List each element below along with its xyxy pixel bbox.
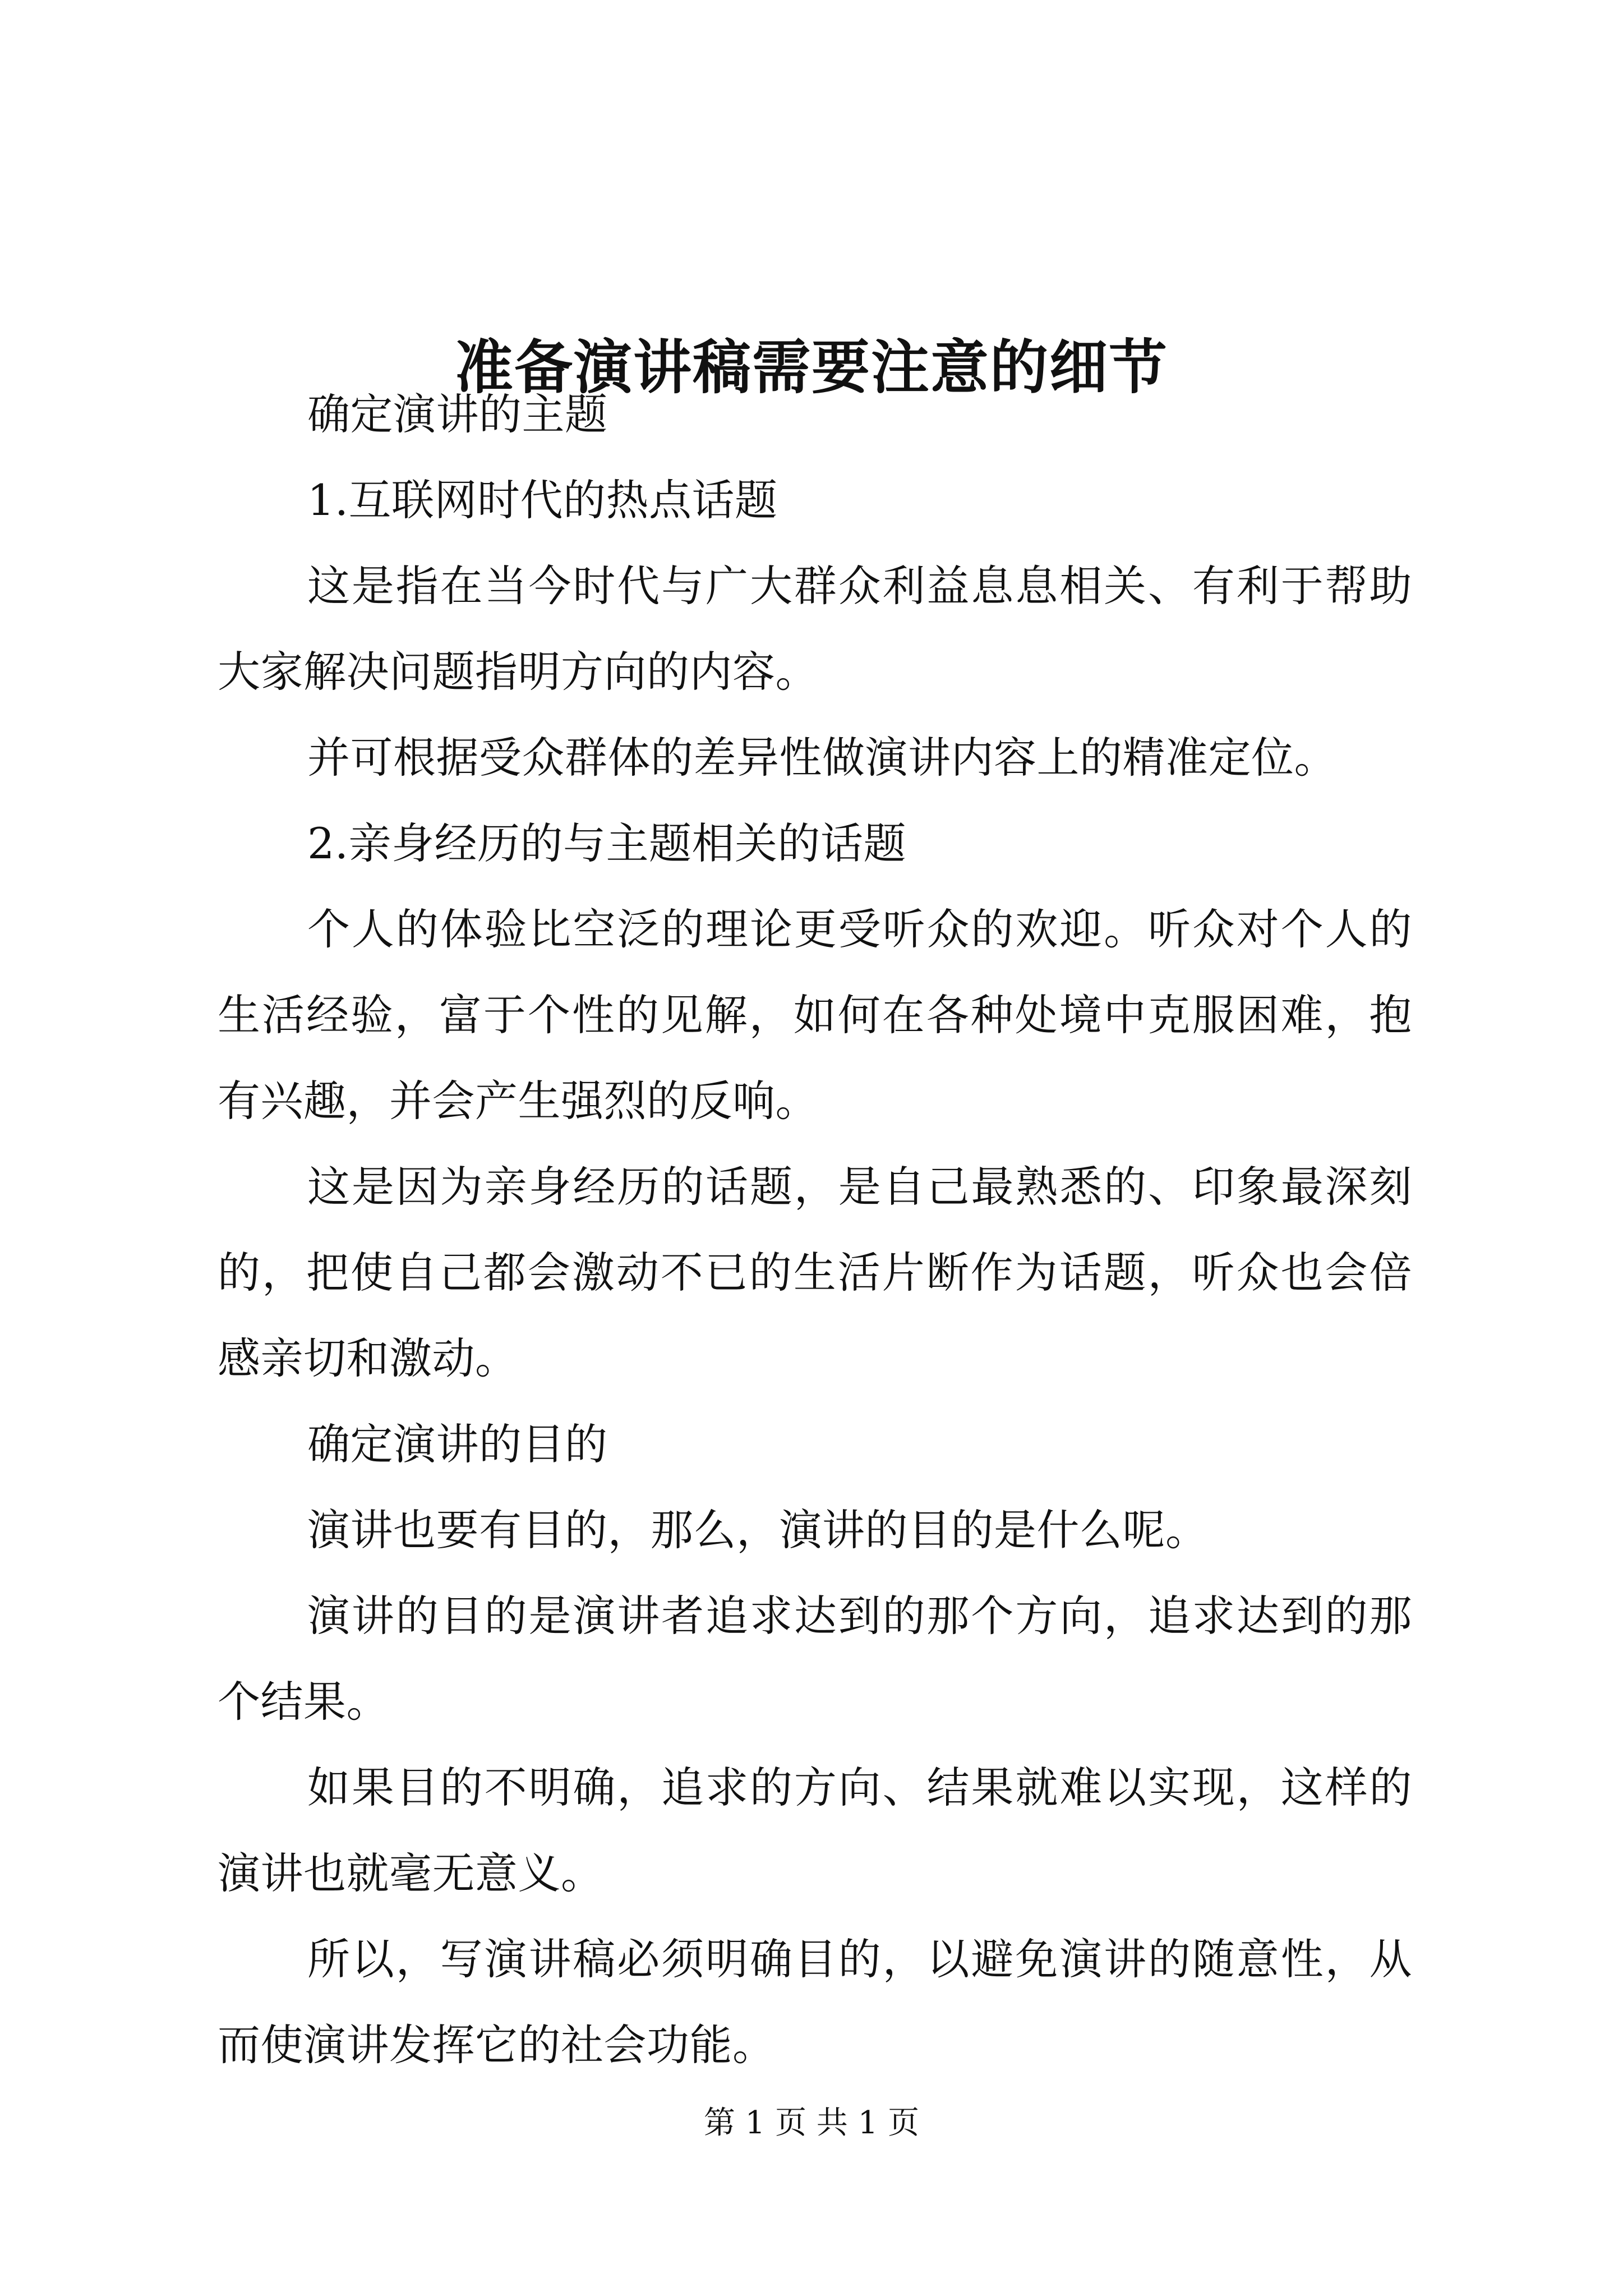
page-footer: 第 1 页 共 1 页 [703,2105,920,2141]
paragraph: 所以，写演讲稿必须明确目的，以避免演讲的随意性，从而使演讲发挥它的社会功能。 [218,1934,1412,2070]
paragraph: 如果目的不明确，追求的方向、结果就难以实现，这样的演讲也就毫无意义。 [218,1763,1412,1898]
list-item-personal-experience: 2.亲身经历的与主题相关的话题 [307,818,907,868]
section-heading-topic: 确定演讲的主题 [307,389,608,439]
paragraph: 演讲的目的是演讲者追求达到的那个方向，追求达到的那个结果。 [218,1591,1412,1727]
paragraph: 这是因为亲身经历的话题，是自己最熟悉的、印象最深刻的，把使自己都会激动不已的生活片断作为话题，听众也会倍感亲切和激动。 [218,1162,1412,1383]
document-title: 准备演讲稿需要注意的细节 [454,332,1168,402]
document-body [218,371,1412,2088]
list-item-hot-topics: 1.互联网时代的热点话题 [307,475,778,525]
paragraph: 演讲也要有目的，那么，演讲的目的是什么呢。 [307,1505,1209,1555]
section-heading-purpose: 确定演讲的目的 [307,1419,608,1469]
paragraph: 这是指在当今时代与广大群众利益息息相关、有利于帮助大家解决问题指明方向的内容。 [218,561,1412,697]
paragraph: 并可根据受众群体的差异性做演讲内容上的精准定位。 [307,733,1337,783]
paragraph: 个人的体验比空泛的理论更受听众的欢迎。听众对个人的生活经验，富于个性的见解，如何在各种处境中克服困难，抱有兴趣，并会产生强烈的反响。 [218,904,1412,1126]
